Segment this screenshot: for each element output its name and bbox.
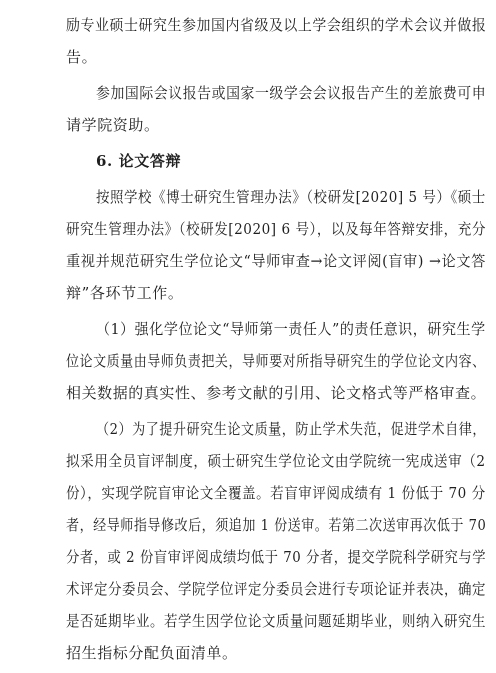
text-line-4: 请学院资助。 (66, 116, 160, 134)
text-line-17: 分者，或 2 份盲审评阅成绩均低于 70 分者，提交学院科学研究与学 (66, 548, 487, 566)
text-line-20: 招生指标分配负面清单。 (66, 644, 238, 662)
text-line-9: 辩”各环节工作。 (66, 284, 184, 302)
text-line-15: 份），实现学院盲审论文全覆盖。若盲审评阅成绩有 1 份低于 70 分 (66, 484, 486, 502)
text-line-2: 告。 (66, 48, 98, 66)
text-line-3: 参加国际会议报告或国家一级学会会议报告产生的差旅费可申 (96, 84, 487, 102)
text-line-11: 位论文质量由导师负责把关，导师要对所指导研究生的学位论文内容、 (66, 352, 486, 370)
text-line-19: 是否延期毕业。若学生因学位论文质量问题延期毕业，则纳入研究生 (66, 612, 486, 630)
section-heading-thesis-defense: 6. 论文答辩 (96, 152, 182, 170)
text-line-18: 术评定分委员会、学院学位评定分委员会进行专项论证并表决，确定 (66, 580, 486, 598)
text-line-10: （1）强化学位论文“导师第一责任人”的责任意识，研究生学 (96, 320, 486, 338)
text-line-13: （2）为了提升研究生论文质量，防止学术失范，促进学术自律， (96, 420, 486, 438)
text-line-1: 励专业硕士研究生参加国内省级及以上学会组织的学术会议并做报 (66, 16, 487, 34)
text-line-14: 拟采用全员盲评制度，硕士研究生学位论文由学院统一宪成送审（2 (66, 452, 486, 470)
text-line-6: 按照学校《博士研究生管理办法》（校研发[2020] 5 号）《硕士 (96, 188, 486, 206)
text-line-16: 者，经导师指导修改后，须追加 1 份送审。若第二次送审再次低于 70 (66, 516, 487, 534)
text-line-7: 研究生管理办法》（校研发[2020] 6 号），以及每年答辩安排，充分 (66, 220, 486, 238)
text-line-12: 相关数据的真实性、参考文献的引用、论文格式等严格审查。 (66, 384, 487, 402)
text-line-8: 重视并规范研究生学位论文“导师审查→论文评阅(盲审) →论文答 (66, 252, 486, 270)
